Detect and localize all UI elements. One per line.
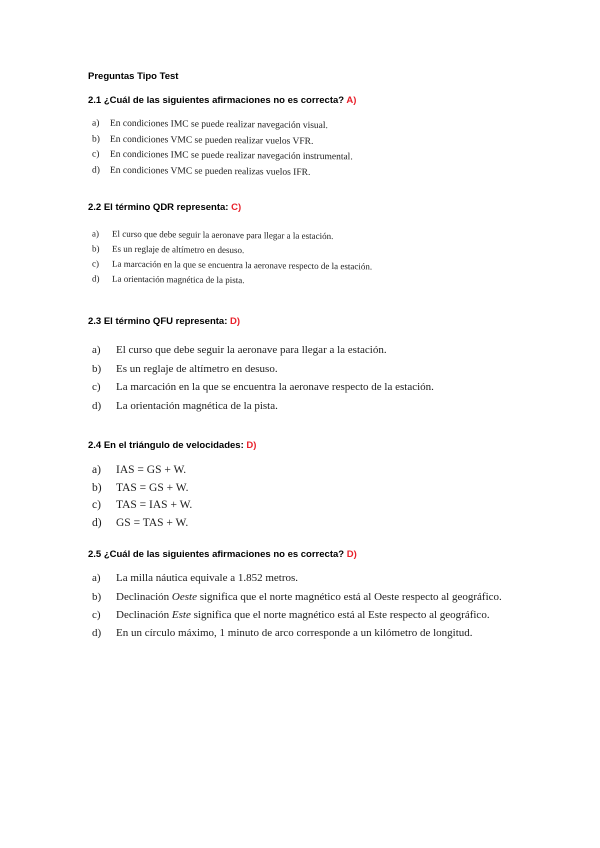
option-letter: b) (92, 243, 100, 254)
question-text: 2.2 El término QDR representa: (88, 202, 229, 213)
option-letter: d) (92, 516, 102, 529)
option-letter: b) (92, 591, 102, 603)
option-item (92, 341, 434, 360)
answer-key: A) (346, 95, 357, 106)
option-list (92, 341, 434, 415)
option-item (92, 571, 502, 585)
question-heading (88, 316, 240, 327)
option-letter: c) (92, 258, 99, 269)
option-text: Declinación Este significa que el norte magnético está al Este respecto al geográfico. (116, 609, 490, 621)
option-letter: d) (92, 273, 100, 284)
option-letter: b) (92, 134, 100, 145)
option-item (92, 626, 502, 640)
option-list (92, 118, 353, 180)
emphasized-term: Oeste (171, 591, 197, 603)
option-letter: c) (92, 381, 101, 393)
option-text: El curso que debe seguir la aeronave para llegar a la estación. (112, 228, 334, 242)
option-item (92, 480, 192, 498)
question-heading (88, 440, 256, 451)
answer-key: D) (246, 440, 257, 451)
option-item (92, 608, 502, 622)
question-heading (88, 202, 241, 213)
option-text: La orientación magnética de la pista. (116, 399, 278, 412)
option-text: La marcación en la que se encuentra la aeronave respecto de la estación. (116, 381, 434, 393)
option-item (92, 163, 353, 181)
option-text: La orientación magnética de la pista. (112, 273, 245, 286)
question-text: 2.3 El término QFU representa: (88, 316, 228, 327)
answer-key: C) (231, 202, 242, 213)
option-list (92, 462, 192, 532)
option-item (92, 272, 372, 290)
answer-key: D) (230, 316, 241, 327)
option-text: IAS = GS + W. (116, 464, 187, 476)
option-item (92, 360, 434, 379)
option-list (92, 228, 372, 288)
option-text: La milla náutica equivale a 1.852 metros. (116, 572, 299, 584)
option-text: TAS = GS + W. (116, 481, 189, 494)
option-letter: b) (92, 481, 102, 494)
question-text: 2.1 ¿Cuál de las siguientes afirmaciones no es correcta? (88, 95, 345, 106)
option-letter: a) (92, 572, 101, 584)
option-letter: c) (92, 149, 100, 160)
option-item (92, 378, 434, 397)
option-item (92, 590, 502, 604)
option-letter: a) (92, 228, 99, 239)
question-heading (88, 95, 356, 106)
option-text: En condiciones VMC se pueden realizar vuelos VFR. (110, 134, 314, 147)
question-text: 2.5 ¿Cuál de las siguientes afirmaciones no es correcta? (88, 549, 345, 560)
answer-key: D) (346, 549, 357, 560)
question-heading (88, 549, 357, 560)
emphasized-term: Este (171, 609, 191, 621)
option-text: GS = TAS + W. (116, 516, 189, 529)
option-text: Declinación Oeste significa que el norte magnético está al Oeste respecto al geográfico. (116, 591, 502, 603)
option-text: El curso que debe seguir la aeronave para llegar a la estación. (116, 344, 387, 356)
option-letter: d) (92, 399, 102, 412)
option-text: En un círculo máximo, 1 minuto de arco corresponde a un kilómetro de longitud. (116, 627, 473, 639)
option-text: Es un reglaje de altímetro en desuso. (116, 362, 278, 375)
option-letter: b) (92, 362, 102, 375)
option-letter: d) (92, 165, 100, 176)
option-text: En condiciones IMC se puede realizar navegación instrumental. (110, 149, 353, 163)
option-letter: a) (92, 464, 101, 476)
option-letter: a) (92, 344, 101, 356)
option-item (92, 462, 192, 480)
option-item (92, 397, 434, 416)
option-letter: d) (92, 627, 102, 639)
option-letter: c) (92, 609, 101, 621)
option-list (92, 571, 502, 645)
option-item (92, 515, 192, 533)
question-text: 2.4 En el triángulo de velocidades: (88, 440, 244, 451)
option-text: En condiciones VMC se pueden realizas vuelos IFR. (110, 165, 311, 178)
option-text: Es un reglaje de altímetro en desuso. (112, 243, 245, 256)
option-item (92, 497, 192, 515)
option-text: TAS = IAS + W. (116, 499, 193, 511)
document-title: Preguntas Tipo Test (88, 71, 179, 82)
option-text: La marcación en la que se encuentra la aeronave respecto de la estación. (112, 258, 373, 272)
option-letter: c) (92, 499, 101, 511)
option-text: En condiciones IMC se puede realizar navegación visual. (110, 118, 328, 132)
option-letter: a) (92, 118, 100, 129)
